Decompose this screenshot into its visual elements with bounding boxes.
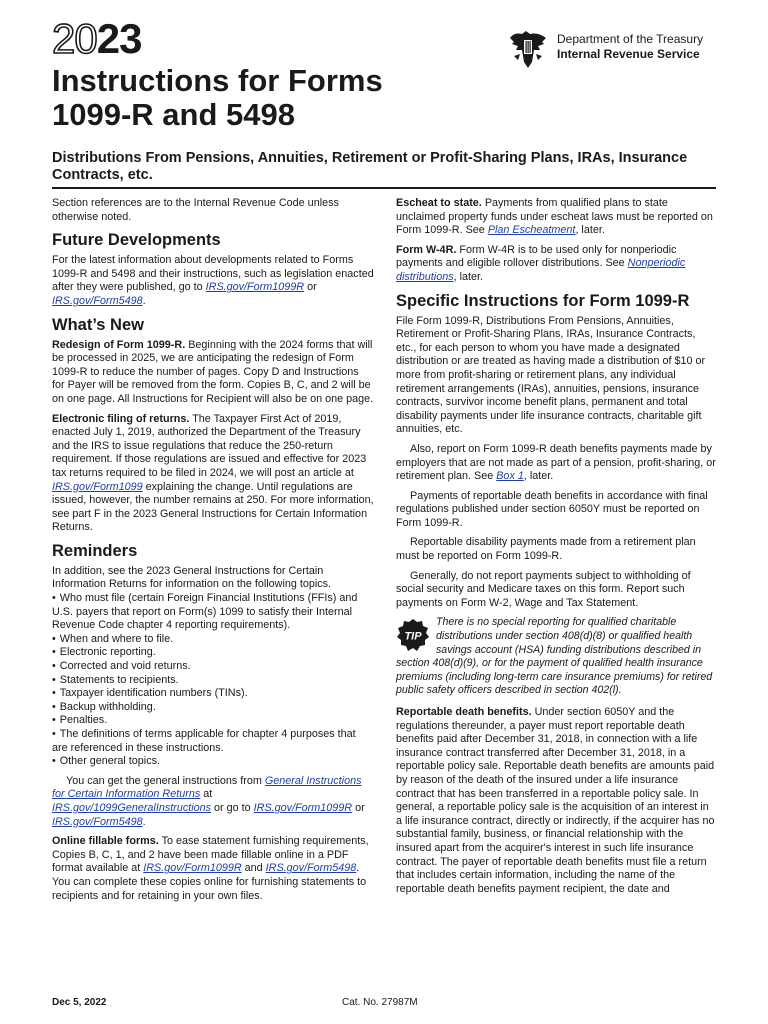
irs-form1099-link[interactable]: IRS.gov/Form1099 xyxy=(52,480,143,493)
efile-text-2: explaining the change. Until regulations are issued, however, the number remains at 250. For more information, see part F in the 2023 General Instructions for Certain Information Returns. xyxy=(52,480,374,534)
title-line-1: Instructions for Forms xyxy=(52,63,383,98)
specific-p2-text: Also, report on Form 1099-R death benefits payments made by employers that are not made as part of a pension, profit-sharing, or retirement plan. See xyxy=(396,442,716,483)
specific-p5: Generally, do not report payments subject to withholding of social security and Medicare taxes on this form. Report such payments on Form W-2, Wage and Tax Statement. xyxy=(396,569,691,609)
general-or-2: or xyxy=(355,801,365,814)
w4r-lead: Form W-4R. xyxy=(396,243,457,256)
irs-form5498-link-2[interactable]: IRS.gov/Form5498 xyxy=(52,815,143,828)
year xyxy=(52,16,141,62)
page-title xyxy=(52,64,492,132)
rdb-text: Under section 6050Y and the regulations thereunder, a payer must report reportable death benefits paid after December 31, 2018, in connection with a life insurance contract transferred after December 31, 2018, in a reportable policy sale. Reportable death benefits are amounts paid by reason of the death of the insured under a life insurance contract that has been transferred in a reportable policy sale. In general, a reportable policy sale is the acquisition of an interest in a life insurance contract, directly or indirectly, if the acquirer has no substantial family, business, or financial relationship with the insured apart from the acquirer's interest in such life insurance contract. The payer of reportable death benefits must file a return that includes certain information, including the name of the reportable death benefits payment recipient, the date and xyxy=(396,706,715,895)
irs-form5498-link-3[interactable]: IRS.gov/Form5498 xyxy=(265,862,357,875)
specific-p4: Reportable disability payments made from a retirement plan must be reported on Form 1099-R. xyxy=(396,536,696,563)
agency-department: Department of the Treasury xyxy=(557,32,704,46)
reminders-intro: In addition, see the 2023 General Instructions for Certain Information Returns for information on the following topics. xyxy=(52,564,332,591)
efile-paragraph xyxy=(52,413,374,535)
escheat-lead: Escheat to state. xyxy=(396,197,482,209)
general-text: You can get the general instructions from xyxy=(66,774,262,787)
list-item: • When and where to file. xyxy=(52,633,374,647)
year-solid: 23 xyxy=(96,15,142,62)
general-or: or go to xyxy=(214,801,251,814)
year-outline: 20 xyxy=(52,15,97,62)
specific-p2 xyxy=(396,443,716,484)
redesign-paragraph xyxy=(52,339,374,407)
w4r-text: Form W-4R is to be used only for nonperiodic payments and eligible rollover distributions. See xyxy=(396,243,677,270)
general-instructions-link[interactable]: General Instructions for Certain Information Returns xyxy=(52,774,362,801)
specific-p2-end: , later. xyxy=(523,470,554,483)
page-subtitle: Distributions From Pensions, Annuities, Retirement or Profit-Sharing Plans, IRAs, Insurance Contracts, etc. xyxy=(52,150,688,183)
w4r-paragraph xyxy=(396,244,716,285)
irs-form1099r-link-2[interactable]: IRS.gov/Form1099R xyxy=(253,801,353,814)
list-item: • Penalties. xyxy=(52,714,374,728)
tip-text: There is no special reporting for qualified charitable distributions under section 408(d)(8) or qualified health savings account (HSA) funding distributions described in section 408(d)(9), or for the payment of qualified health insurance premiums (including long-term care insurance premiums) for retired public safety officers described in section 402(l). xyxy=(396,616,713,697)
specific-instructions-heading: Specific Instructions for Form 1099-R xyxy=(396,291,690,310)
reminders-heading: Reminders xyxy=(52,541,138,560)
irs-eagle-icon xyxy=(506,28,550,72)
tip-badge-icon xyxy=(396,618,430,652)
whats-new-heading: What’s New xyxy=(52,315,144,334)
agency-irs: Internal Revenue Service xyxy=(557,47,700,61)
box-1-link[interactable]: Box 1 xyxy=(496,470,524,483)
efile-text-1: The Taxpayer First Act of 2019, enacted July 1, 2019, authorized the Department of the Treasury and the IRS to issue regulations that reduce the 250-return requirement. If those regulations are issued and effective for 2023 tax returns required to be filed in 2024, we will post an article at xyxy=(52,412,367,479)
list-item: • Other general topics. xyxy=(52,755,374,769)
future-text: For the latest information about developments related to Forms 1099-R and 5498 and their instructions, such as legislation enacted after they were published, go to xyxy=(52,254,374,294)
list-item: • Backup withholding. xyxy=(52,701,374,715)
title-line-2: 1099-R and 5498 xyxy=(52,97,295,132)
future-developments-text xyxy=(52,254,374,308)
reminders-list xyxy=(52,592,374,769)
future-or: or xyxy=(307,281,317,294)
rdb-lead: Reportable death benefits. xyxy=(396,706,532,718)
intro-text: Section references are to the Internal Revenue Code unless otherwise noted. xyxy=(52,197,339,223)
reportable-death-benefits-paragraph xyxy=(396,706,716,896)
general-instructions-paragraph xyxy=(52,775,374,829)
right-column xyxy=(396,197,716,902)
general-at: at xyxy=(203,788,213,801)
nonperiodic-distributions-link[interactable]: Nonperiodic distributions xyxy=(396,257,686,283)
footer-date: Dec 5, 2022 xyxy=(52,997,107,1008)
escheat-text: Payments from qualified plans to state unclaimed property funds under escheat laws must be reported on Form 1099-R. See xyxy=(396,197,713,237)
escheat-paragraph xyxy=(396,197,716,238)
general-end: . xyxy=(142,815,146,828)
list-item: • Taxpayer identification numbers (TINs). xyxy=(52,687,374,701)
plan-escheatment-link[interactable]: Plan Escheatment xyxy=(487,224,576,237)
list-item: • Corrected and void returns. xyxy=(52,660,374,674)
escheat-end: , later. xyxy=(575,224,605,237)
fillable-text-1: To ease statement furnishing requirements, Copies B, C, 1, and 2 have been made fillable online in a PDF format available at xyxy=(52,835,369,875)
tip-badge-label: TIP xyxy=(404,630,422,643)
future-developments-heading: Future Developments xyxy=(52,231,221,250)
fillable-and: and xyxy=(244,862,263,875)
redesign-lead: Redesign of Form 1099-R. xyxy=(52,338,186,351)
irs-form1099r-link-3[interactable]: IRS.gov/Form1099R xyxy=(143,862,242,875)
left-column xyxy=(52,197,374,909)
specific-p1: File Form 1099-R, Distributions From Pensions, Annuities, Retirement or Profit-Sharing Plans, IRAs, Insurance Contracts, etc., for each person to whom you have made a designated distribution or are treated as having made a distribution of $10 or more from profit-sharing or retirement plans, any individual retirement arrangements (IRAs), annuities, pensions, insurance contracts, survivor income benefit plans, permanent and total disability payments under life insurance contracts, charitable gift annuities, etc. xyxy=(396,314,706,436)
fillable-lead: Online fillable forms. xyxy=(52,835,159,848)
list-item: • Statements to recipients. xyxy=(52,674,374,688)
irs-form5498-link[interactable]: IRS.gov/Form5498 xyxy=(52,294,143,307)
footer-cat-number: Cat. No. 27987M xyxy=(342,997,418,1008)
list-item: • The definitions of terms applicable for chapter 4 purposes that are referenced in these instructions. xyxy=(52,728,374,755)
header-rule xyxy=(52,187,716,189)
specific-p3: Payments of reportable death benefits in accordance with final regulations published under section 6050Y must be reported on Form 1099-R. xyxy=(396,489,708,529)
redesign-text: Beginning with the 2024 forms that will be processed in 2025, we are anticipating the redesign of Form 1099-R to reduce the number of pages. Copy D and Instructions for Payer will be removed from the form. Copies B, C, and 2 will be on one page. All Instructions for Recipient will also be on one page. xyxy=(52,338,374,405)
irs-form1099r-link[interactable]: IRS.gov/Form1099R xyxy=(205,281,305,294)
fillable-forms-paragraph xyxy=(52,835,374,903)
fillable-text-2: . You can complete these copies online for furnishing statements to recipients and for retaining in your own files. xyxy=(52,862,367,902)
efile-lead: Electronic filing of returns. xyxy=(52,412,190,425)
w4r-end: , later. xyxy=(453,270,484,283)
tip-note xyxy=(396,616,716,698)
future-end: . xyxy=(142,294,146,307)
agency-block xyxy=(506,28,736,72)
irs-1099generalinstructions-link[interactable]: IRS.gov/1099GeneralInstructions xyxy=(52,801,212,814)
list-item: • Who must file (certain Foreign Financial Institutions (FFIs) and U.S. payers that report on Form(s) 1099 to satisfy their Internal Revenue Code chapter 4 reporting requirements). xyxy=(52,592,374,633)
list-item: • Electronic reporting. xyxy=(52,646,374,660)
